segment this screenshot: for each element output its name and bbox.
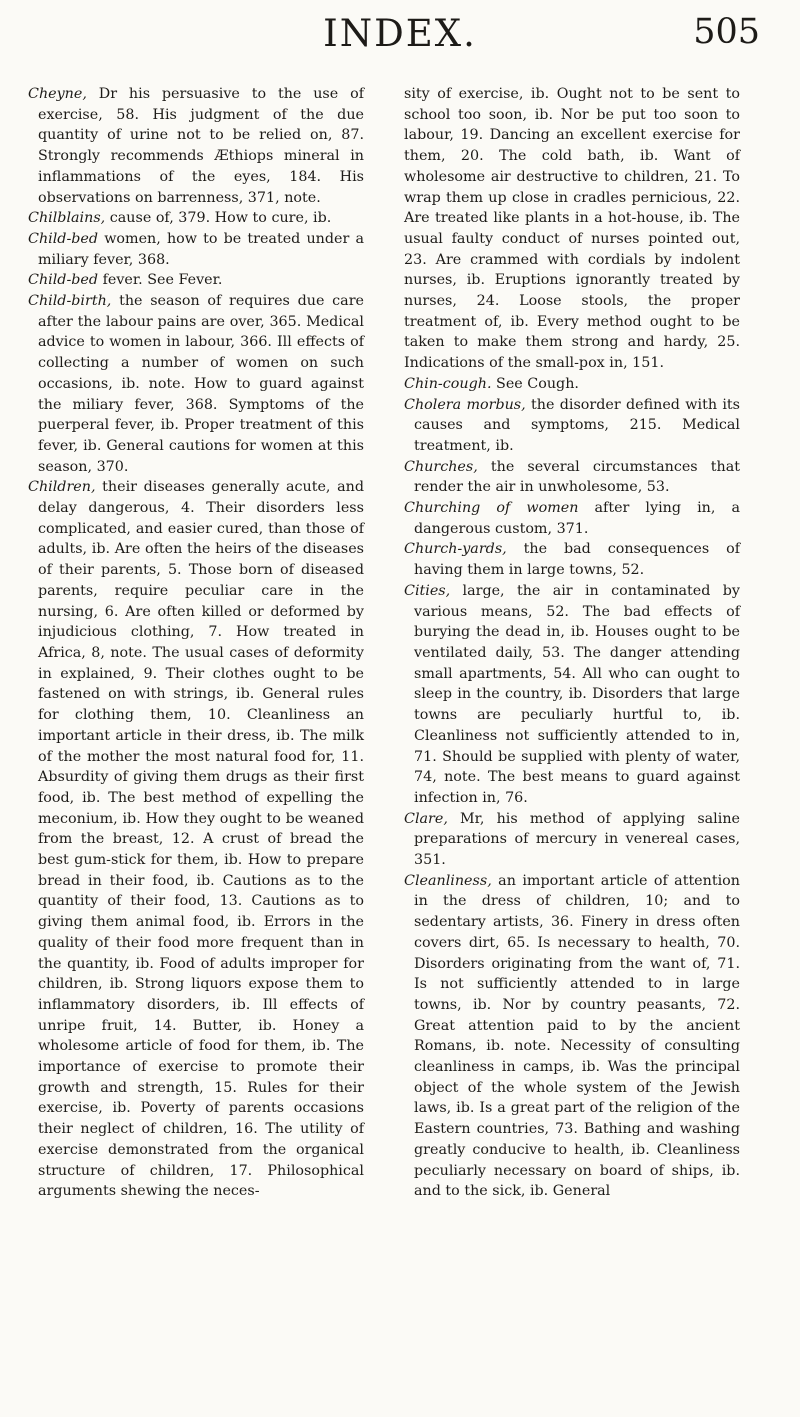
index-entry	[404, 539, 740, 580]
index-entry	[404, 581, 740, 809]
index-text: an important article of attention in the dress of children, 10; and to sedentary artists, 36. Finery in dress often covers dirt, 65. Is necessary to health, 70. Disorders originating from the want of, 71. Is not sufficiently attended to in large towns, ib. Nor by country peasants, 72. Great attention paid to by the ancient Romans, ib. note. Necessity of consulting cleanliness in camps, ib. Was the principal object of the whole system of the Jewish laws, ib. Is a great part of the religion of the Eastern countries, 73. Bathing and washing greatly conducive to health, ib. Cleanliness peculiarly necessary on board of ships, ib. and to the sick, ib. General	[414, 872, 740, 1200]
index-term: Churching of women	[404, 500, 579, 517]
page-number: 505	[693, 12, 760, 52]
index-entry	[404, 374, 740, 395]
index-term: Church-yards,	[404, 541, 507, 558]
index-column-right	[404, 84, 740, 1202]
index-entry	[404, 809, 740, 871]
page-header	[0, 10, 800, 66]
index-text: Mr, his method of applying saline preparations of mercury in venereal cases, 351.	[414, 810, 740, 869]
index-entry	[28, 229, 364, 270]
index-entry	[404, 395, 740, 457]
index-entry	[28, 270, 364, 291]
index-text: women, how to be treated under a miliary fever, 368.	[38, 230, 364, 268]
index-text: after lying in, a dangerous custom, 371.	[414, 500, 740, 537]
index-text: cause of, 379. How to cure, ib.	[105, 210, 332, 227]
index-term: Cities,	[404, 582, 451, 599]
index-term: Child-bed	[28, 272, 99, 289]
page-title: INDEX.	[323, 12, 477, 55]
index-entry	[28, 477, 364, 1202]
index-entry	[28, 208, 364, 229]
index-entry	[404, 498, 740, 539]
index-term: Chilblains,	[28, 210, 106, 227]
index-text: the bad consequences of having them in large towns, 52.	[414, 541, 740, 579]
index-term: Chin-cough.	[404, 375, 492, 392]
index-entry	[404, 457, 740, 498]
index-column-left	[28, 84, 364, 1202]
index-text: the disorder defined with its causes and symptoms, 215. Medical treatment, ib.	[414, 396, 740, 454]
index-term: Cheyne,	[28, 86, 87, 102]
index-text: the season of requires due care after the labour pains are over, 365. Medical advice to women in labour, 366. Ill effects of collecting a number of women on such occasions, ib. note. How to guard against the miliary fever, 368. Symptoms of the puerperal fever, ib. Proper treatment of this fever, ib. General cautions for women at this season, 370.	[38, 293, 364, 475]
index-text: the several circumstances that render the air in unwholesome, 53.	[414, 458, 740, 496]
index-entry	[28, 291, 364, 477]
index-text: See Cough.	[491, 375, 579, 392]
index-text: fever. See Fever.	[98, 272, 223, 289]
index-term: Clare,	[404, 810, 448, 827]
index-term: Cholera morbus,	[404, 396, 526, 413]
index-entry	[28, 84, 364, 208]
index-term: Child-bed	[28, 230, 99, 247]
index-term: Child-birth,	[28, 293, 112, 310]
index-entry	[404, 871, 740, 1202]
index-term: Cleanliness,	[404, 872, 492, 889]
index-text: sity of exercise, ib. Ought not to be sent to school too soon, ib. Nor be put too soon to labour, 19. Dancing an excellent exercise for them, 20. The cold bath, ib. Want of wholesome air destructive to children, 21. To wrap them up close in cradles pernicious, 22. Are treated like plants in a hot-house, ib. The usual faulty conduct of nurses pointed out, 23. Are crammed with cordials by indolent nurses, ib. Eruptions ignorantly treated by nurses, 24. Loose stools, the proper treatment of, ib. Every method ought to be taken to make them strong and hardy, 25. Indications of the small-pox in, 151.	[404, 86, 740, 372]
index-entry	[404, 84, 740, 374]
index-text: Dr his persuasive to the use of exercise, 58. His judgment of the due quantity of urine not to be relied on, 87. Strongly recommends Æthiops mineral in inflammations of the eyes, 184. His observations on barrenness, 371, note.	[38, 86, 364, 206]
index-text: large, the air in contaminated by various means, 52. The bad effects of burying the dead in, ib. Houses ought to be ventilated daily, 53. The danger attending small apartments, 54. All who can ought to sleep in the country, ib. Disorders that large towns are peculiarly hurtful to, ib. Cleanliness not sufficiently attended to in, 71. Should be supplied with plenty of water, 74, note. The best means to guard against infection in, 76.	[414, 582, 740, 806]
index-text: their diseases generally acute, and delay dangerous, 4. Their disorders less complicated, and easier cured, than those of adults, ib. Are often the heirs of the diseases of their parents, 5. Those born of diseased parents, require peculiar care in the nursing, 6. Are often killed or deformed by injudicious clothing, 7. How treated in Africa, 8, note. The usual cases of deformity in explained, 9. Their clothes ought to be fastened on with strings, ib. General rules for clothing them, 10. Cleanliness an important article in their dress, ib. The milk of the mother the most natural food for, 11. Absurdity of giving them drugs as their first food, ib. The best method of expelling the meconium, ib. How they ought to be weaned from the breast, 12. A crust of bread the best gum-stick for them, ib. How to prepare bread in their food, ib. Cautions as to the quantity of their food, 13. Cautions as to giving them animal food, ib. Errors in the quality of their food more frequent than in the quantity, ib. Food of adults improper for children, ib. Strong liquors expose them to inflammatory disorders, ib. Ill effects of unripe fruit, 14. Butter, ib. Honey a wholesome article of food for them, ib. The importance of exercise to promote their growth and strength, 15. Rules for their exercise, ib. Poverty of parents occasions their neglect of children, 16. The utility of exercise demonstrated from the organical structure of children, 17. Philosophical arguments shewing the neces-	[38, 479, 364, 1200]
index-term: Churches,	[404, 458, 478, 475]
index-term: Children,	[28, 479, 96, 496]
